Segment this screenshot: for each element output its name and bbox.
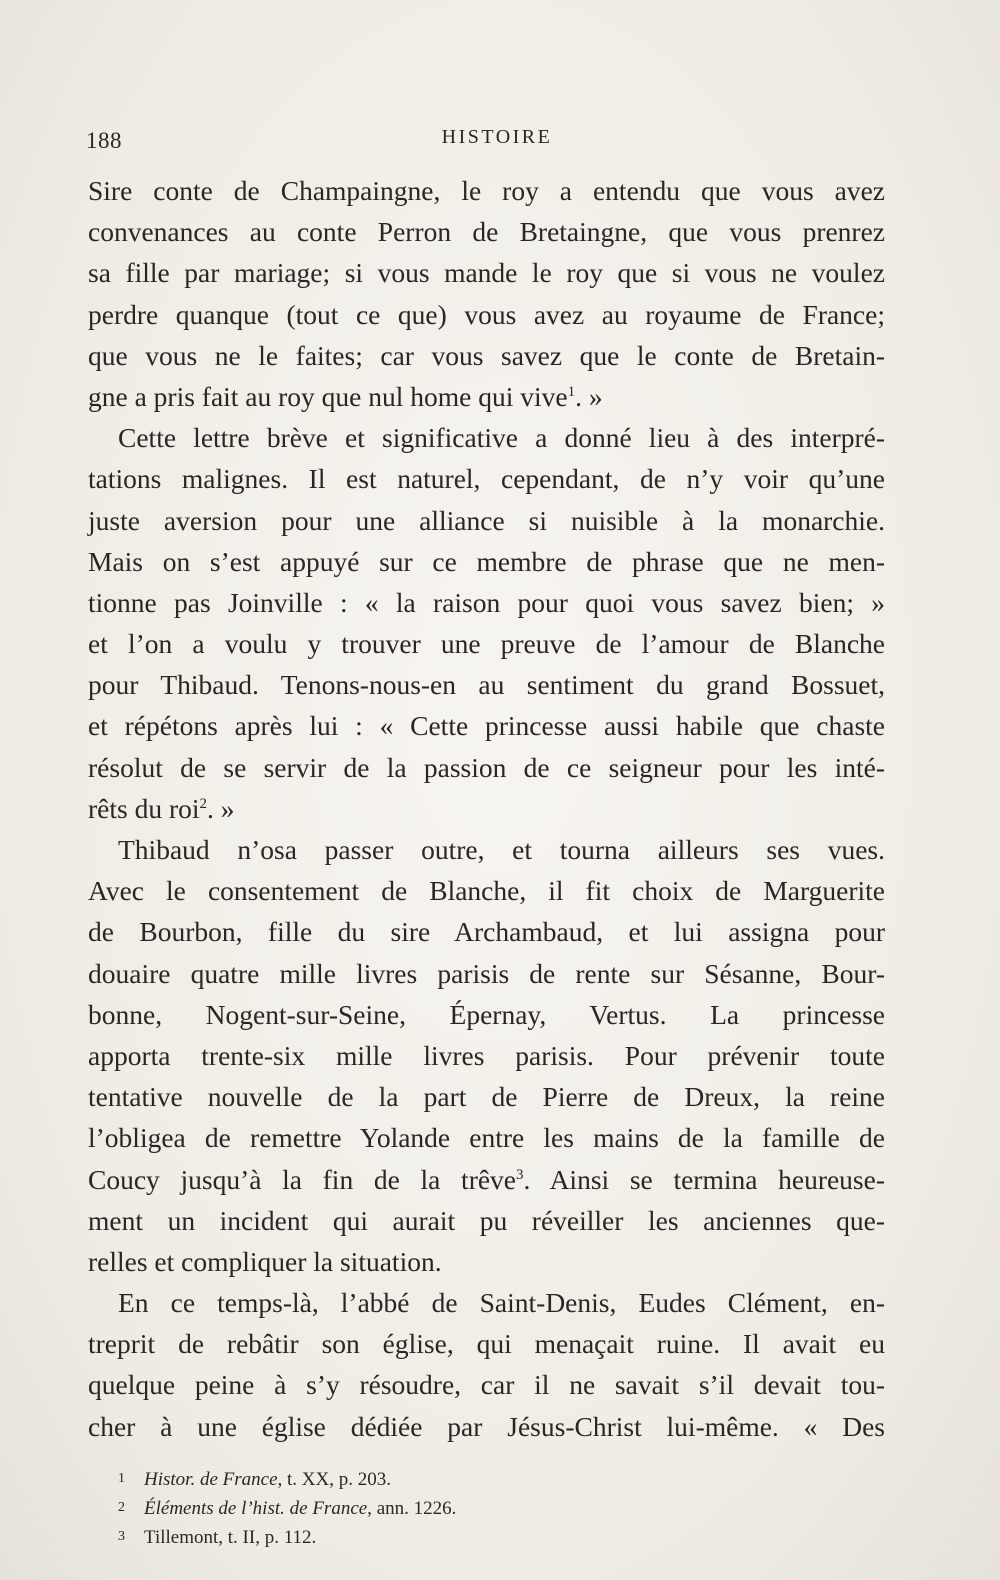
footnote-ref: 1 [567,383,576,400]
text-line: sa fille par mariage; si vous mande le roy que si vous ne voulez [88,257,885,289]
text-line: de Bourbon, fille du sire Archambaud, et lui assigna pour [88,916,885,948]
footnote-ref: 2 [199,795,208,812]
text-line: et répétons après lui : « Cette princesse aussi habile que chaste [88,710,885,742]
footnote-source: Histor. de France, [144,1469,283,1490]
footnote-text: Tillemont, t. II, p. 112. [144,1527,317,1548]
text-line: douaire quatre mille livres parisis de rente sur Sésanne, Bour- [88,957,885,989]
text-line: En ce temps-là, l’abbé de Saint-Denis, Eudes Clément, en- [118,1287,885,1319]
text-line: que vous ne le faites; car vous savez que le conte de Bretain- [88,339,885,371]
page-header [86,126,888,160]
text-line: tations malignes. Il est naturel, cependant, de n’y voir qu’une [88,463,885,495]
text-line: relles et compliquer la situation. [88,1245,442,1277]
text-line: Sire conte de Champaingne, le roy a entendu que vous avez [88,175,885,206]
text-line [88,376,885,417]
footnote-text: ann. 1226. [371,1498,457,1519]
footnote [118,1522,718,1551]
text-line: l’obligea de remettre Yolande entre les mains de la famille de [88,1122,885,1154]
footnote [118,1493,718,1522]
text-line [88,1159,885,1200]
text-line: Thibaud n’osa passer outre, et tourna ailleurs ses vues. [118,834,885,865]
footnote-source: Éléments de l’hist. de France, [144,1498,372,1519]
text-line: perdre quanque (tout ce que) vous avez au royaume de France; [88,298,885,330]
text-line: et l’on a voulu y trouver une preuve de l’amour de Blanche [88,628,885,660]
footnote-mark: 1 [118,1471,125,1486]
text-line: treprit de rebâtir son église, qui menaçait ruine. Il avait eu [88,1328,885,1360]
text-line: quelque peine à s’y résoudre, car il ne savait s’il devait tou- [88,1369,885,1401]
line-tail: . Ainsi se termina heureuse- [523,1163,886,1195]
text-line: pour Thibaud. Tenons-nous-en au sentiment du grand Bossuet, [88,669,885,701]
text-line: bonne, Nogent-sur-Seine, Épernay, Vertus. La princesse [88,998,885,1030]
text-line: tentative nouvelle de la part de Pierre de Dreux, la reine [88,1081,885,1113]
footnote-mark: 3 [118,1529,125,1544]
text-line: apporta trente-six mille livres parisis. Pour prévenir toute [88,1039,885,1071]
text-line: tionne pas Joinville : « la raison pour quoi vous savez bien; » [88,586,885,618]
line-tail: . » [575,380,603,412]
page-number: 188 [86,128,122,153]
text-line [88,788,885,829]
text-line: Avec le consentement de Blanche, il fit choix de Marguerite [88,875,885,907]
footnote-text: t. XX, p. 203. [282,1469,391,1490]
footnote [118,1464,718,1493]
line-text: Coucy jusqu’à la fin de la trêve [88,1163,517,1195]
text-line: convenances au conte Perron de Bretaingne, que vous prenrez [88,216,885,248]
text-line: Cette lettre brève et significative a donné lieu à des interpré- [118,422,885,454]
footnotes [118,1464,718,1551]
text-line: ment un incident qui aurait pu réveiller les anciennes que- [88,1204,885,1236]
text-line: cher à une église dédiée par Jésus-Christ lui-même. « Des [88,1410,885,1442]
text-line: Mais on s’est appuyé sur ce membre de phrase que ne men- [88,545,885,577]
text-line: juste aversion pour une alliance si nuisible à la monarchie. [88,504,885,536]
running-head: HISTOIRE [441,126,553,148]
line-text: gne a pris fait au roy que nul home qui vive [88,380,568,412]
text-line: résolut de se servir de la passion de ce seigneur pour les inté- [88,751,885,783]
footnote-ref: 3 [516,1166,524,1183]
body-text [88,170,885,1447]
footnote-mark: 2 [118,1500,125,1515]
line-text: rêts du roi [88,792,200,824]
line-tail: . » [207,792,235,824]
